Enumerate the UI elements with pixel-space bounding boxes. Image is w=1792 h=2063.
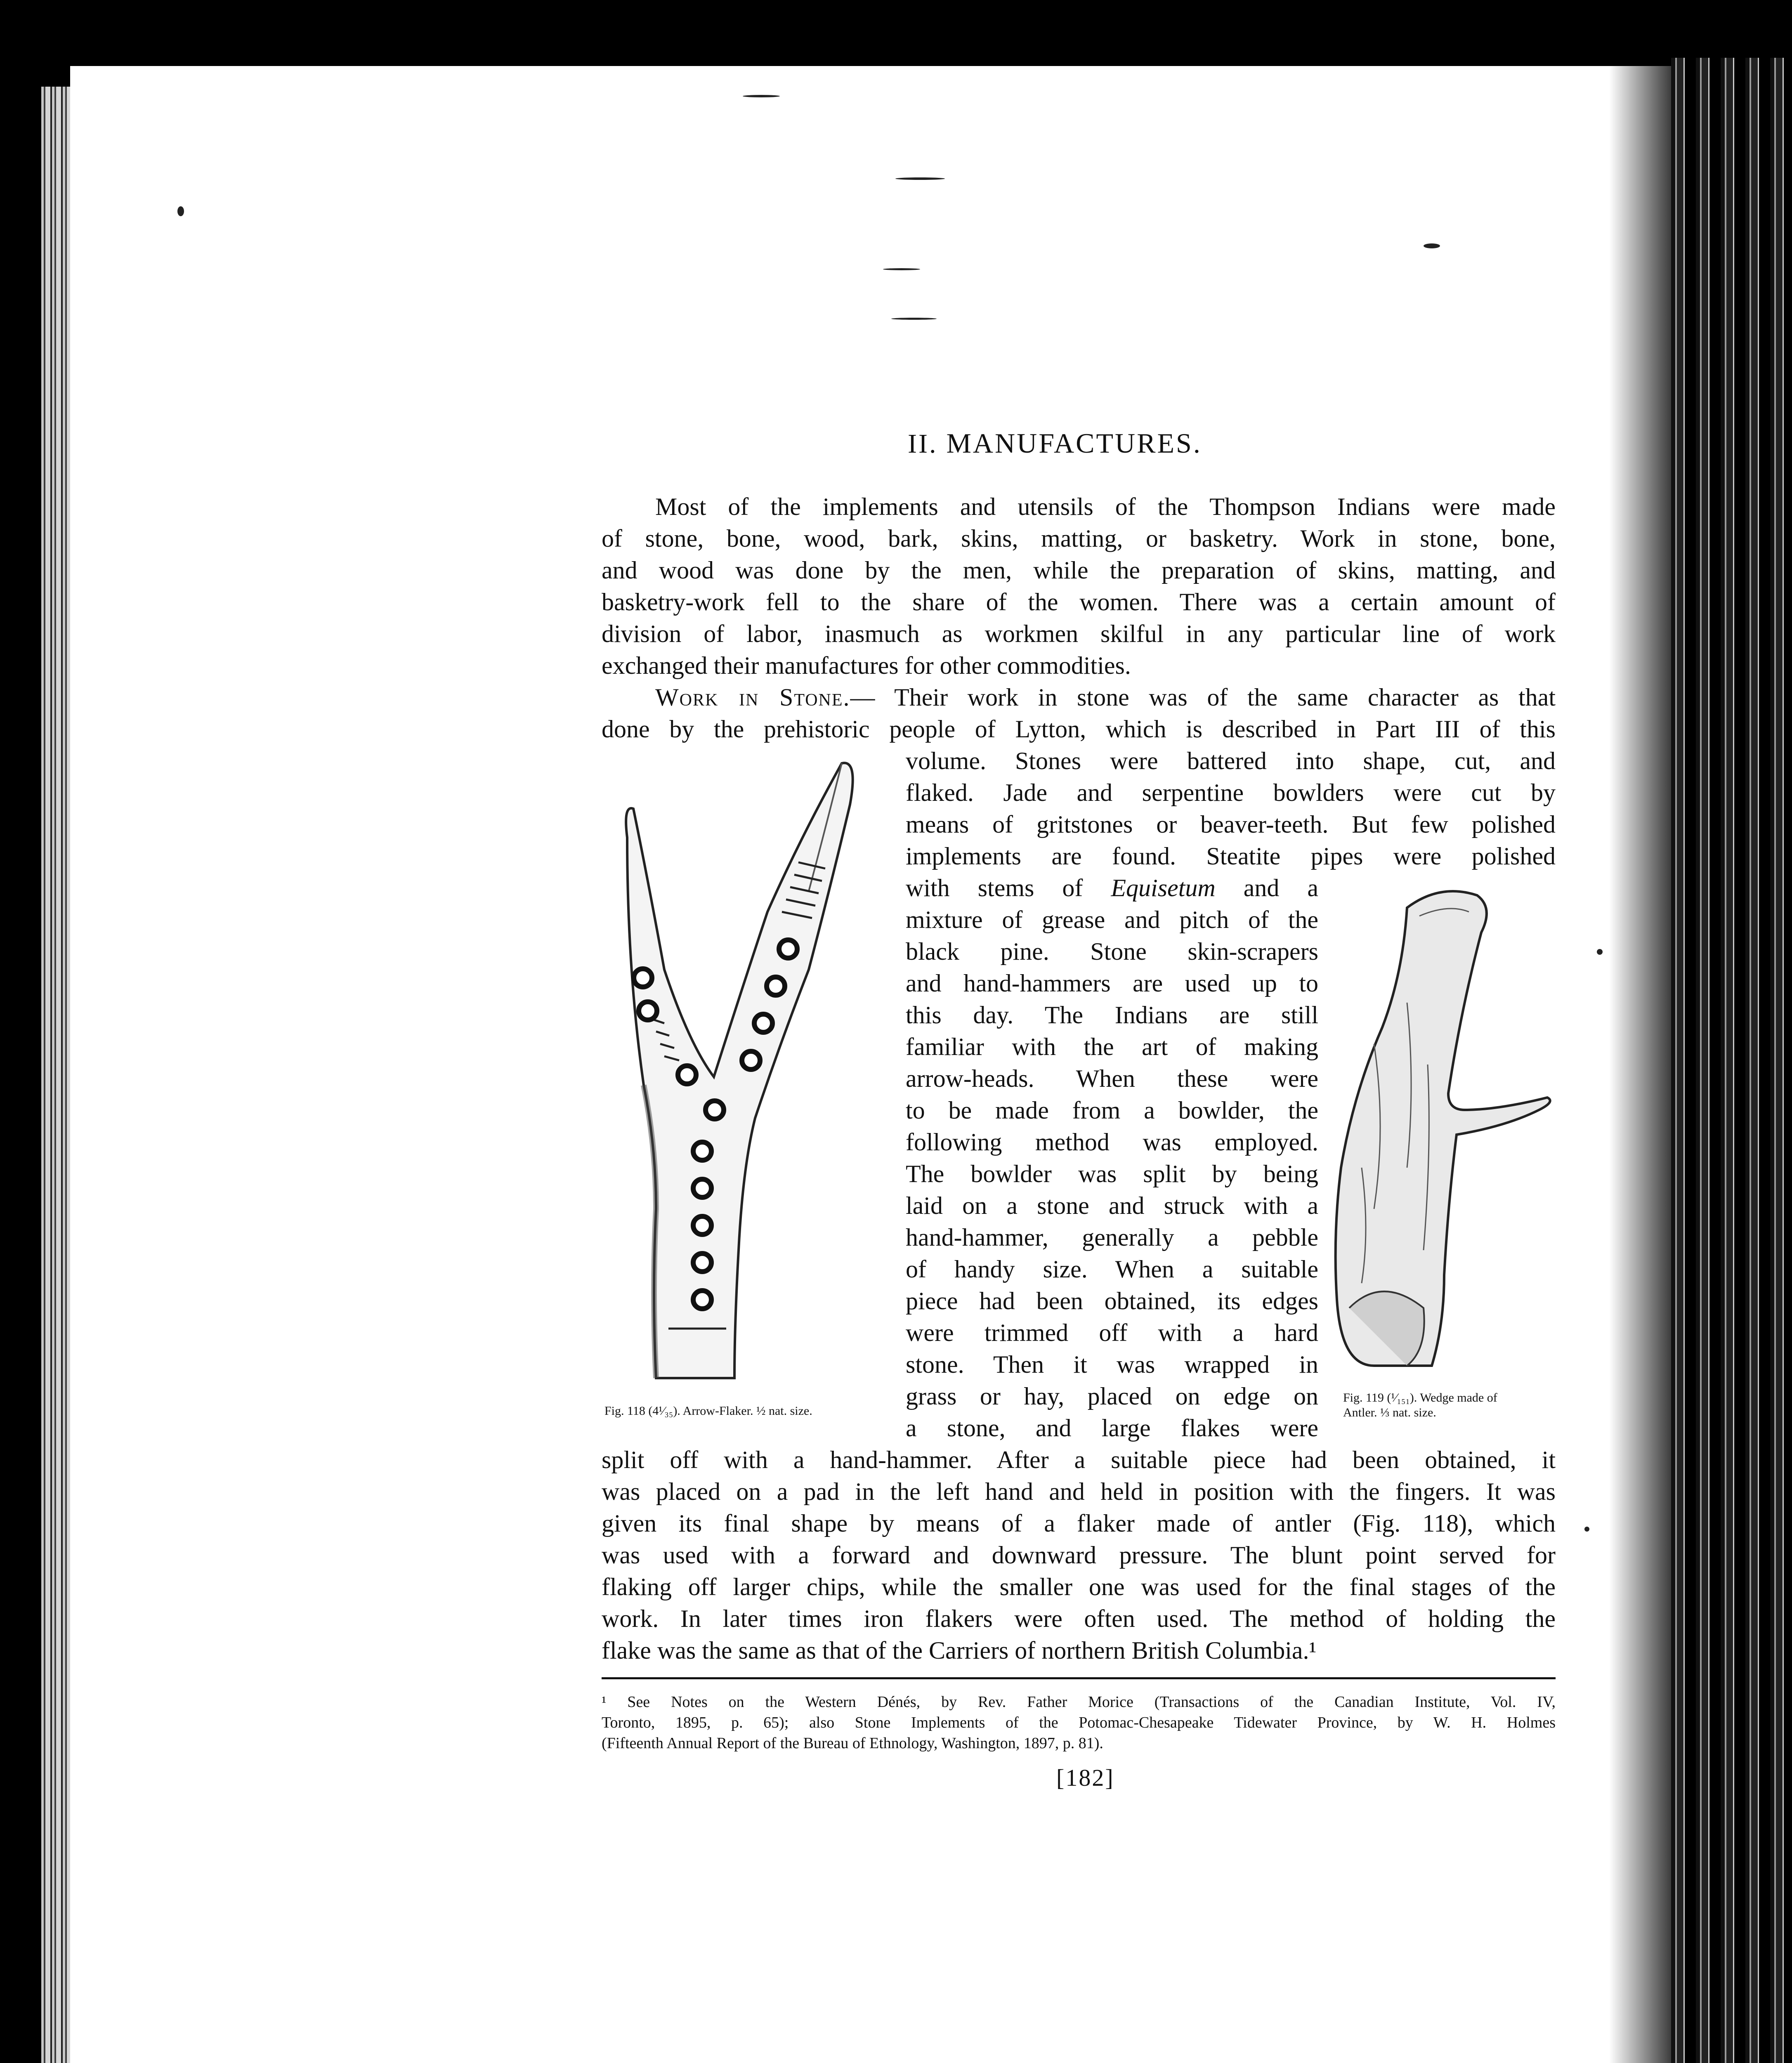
text-line: implements are found. Steatite pipes were polished (906, 843, 1556, 870)
text-line: were trimmed off with a hard (906, 1319, 1318, 1346)
text-line: basketry-work fell to the share of the women. There was a certain amount of (602, 588, 1556, 616)
text-line: piece had been obtained, its edges (906, 1287, 1318, 1315)
footnote-line: ¹ See Notes on the Western Dénés, by Rev. Father Morice (Transactions of the Canadian Institute, Vol. IV, (602, 1693, 1556, 1711)
text-line: black pine. Stone skin-scrapers (906, 938, 1318, 965)
text-line: laid on a stone and struck with a (906, 1192, 1318, 1219)
footnote-line: (Fifteenth Annual Report of the Bureau of Ethnology, Washington, 1897, p. 81). (602, 1735, 1103, 1752)
heading-title: MANUFACTURES. (946, 427, 1202, 459)
text-fragment: with stems of (906, 874, 1111, 902)
text-line: following method was employed. (906, 1128, 1318, 1156)
work-in-stone-continued (602, 1444, 1556, 1666)
text-line: was placed on a pad in the left hand and held in position with the fingers. It was (602, 1478, 1556, 1505)
chapter-heading (908, 427, 1279, 460)
scan-speck (177, 206, 184, 216)
text-line: given its final shape by means of a flaker made of antler (Fig. 118), which (602, 1510, 1556, 1537)
scan-speck (1424, 243, 1440, 248)
figure-arrow-flaker (594, 755, 883, 1399)
text-line: flaking off larger chips, while the smaller one was used for the final stages of the (602, 1573, 1556, 1600)
text-line: mixture of grease and pitch of the (906, 906, 1318, 933)
text-line: and hand-hammers are used up to (906, 970, 1318, 997)
figure-118-caption: Fig. 118 (4¹⁄₃₅). Arrow-Flaker. ½ nat. size. (604, 1404, 812, 1418)
scan-speck (743, 95, 780, 97)
text-line: grass or hay, placed on edge on (906, 1383, 1318, 1410)
page-number: [182] (1056, 1764, 1114, 1791)
text-line: to be made from a bowlder, the (906, 1097, 1318, 1124)
text-line: a stone, and large flakes were (906, 1414, 1318, 1442)
text-line: and wood was done by the men, while the preparation of skins, matting, and (602, 557, 1556, 584)
text-line: of handy size. When a suitable (906, 1256, 1318, 1283)
text-line: flake was the same as that of the Carriers of northern British Columbia.¹ (602, 1637, 1317, 1664)
text-line: familiar with the art of making (906, 1033, 1318, 1060)
section-heading: Work in Stone. (655, 684, 850, 711)
scan-right-edge (1671, 58, 1792, 2063)
text-line: exchanged their manufactures for other commodities. (602, 652, 1131, 679)
text-line: means of gritstones or beaver-teeth. But few polished (906, 811, 1556, 838)
text-line-rest: — Their work in stone was of the same character as that (850, 684, 1556, 711)
footnote-line: Toronto, 1895, p. 65); also Stone Implements of the Potomac-Chesapeake Tidewater Province, by W. H. Holmes (602, 1714, 1556, 1731)
text-line: volume. Stones were battered into shape, cut, and (906, 747, 1556, 774)
scan-speck (883, 268, 920, 270)
scan-right-shadow (1609, 66, 1671, 2063)
text-line: of stone, bone, wood, bark, skins, matting, or basketry. Work in stone, bone, (602, 525, 1556, 552)
text-line: Most of the implements and utensils of the Thompson Indians were made (655, 493, 1556, 520)
scan-speck (1584, 1527, 1589, 1532)
text-line: hand-hammer, generally a pebble (906, 1224, 1318, 1251)
heading-number: II. (908, 429, 938, 459)
footnote-divider (602, 1677, 1556, 1679)
text-line: split off with a hand-hammer. After a suitable piece had been obtained, it (602, 1446, 1556, 1473)
scan-speck (891, 318, 937, 320)
work-in-stone-wide-column (906, 745, 1556, 872)
work-in-stone-paragraph (602, 682, 1556, 745)
intro-paragraph (602, 491, 1556, 682)
text-line: The bowlder was split by being (906, 1160, 1318, 1187)
work-in-stone-narrow-column (906, 872, 1318, 1444)
caption-line: Fig. 119 (¹⁄₁₅₁). Wedge made of (1343, 1391, 1497, 1404)
scan-left-edge (41, 87, 74, 2063)
text-line: work. In later times iron flakers were often used. The method of holding the (602, 1605, 1556, 1632)
caption-line: Antler. ⅓ nat. size. (1343, 1406, 1436, 1419)
text-line: flaked. Jade and serpentine bowlders were cut by (906, 779, 1556, 806)
scan-speck (895, 177, 945, 180)
figure-antler-wedge (1325, 879, 1572, 1382)
text-line: stone. Then it was wrapped in (906, 1351, 1318, 1378)
text-fragment: and a (1215, 874, 1319, 902)
figure-119-caption (1343, 1390, 1497, 1420)
scan-speck (1597, 949, 1603, 955)
text-line (906, 872, 1318, 904)
italic-term: Equisetum (1111, 874, 1216, 902)
text-line: done by the prehistoric people of Lytton, which is described in Part III of this (602, 715, 1556, 743)
text-line: arrow-heads. When these were (906, 1065, 1318, 1092)
text-line: was used with a forward and downward pressure. The blunt point served for (602, 1541, 1556, 1569)
text-line (602, 682, 1556, 713)
text-line: this day. The Indians are still (906, 1001, 1318, 1029)
text-line: division of labor, inasmuch as workmen skilful in any particular line of work (602, 620, 1556, 647)
